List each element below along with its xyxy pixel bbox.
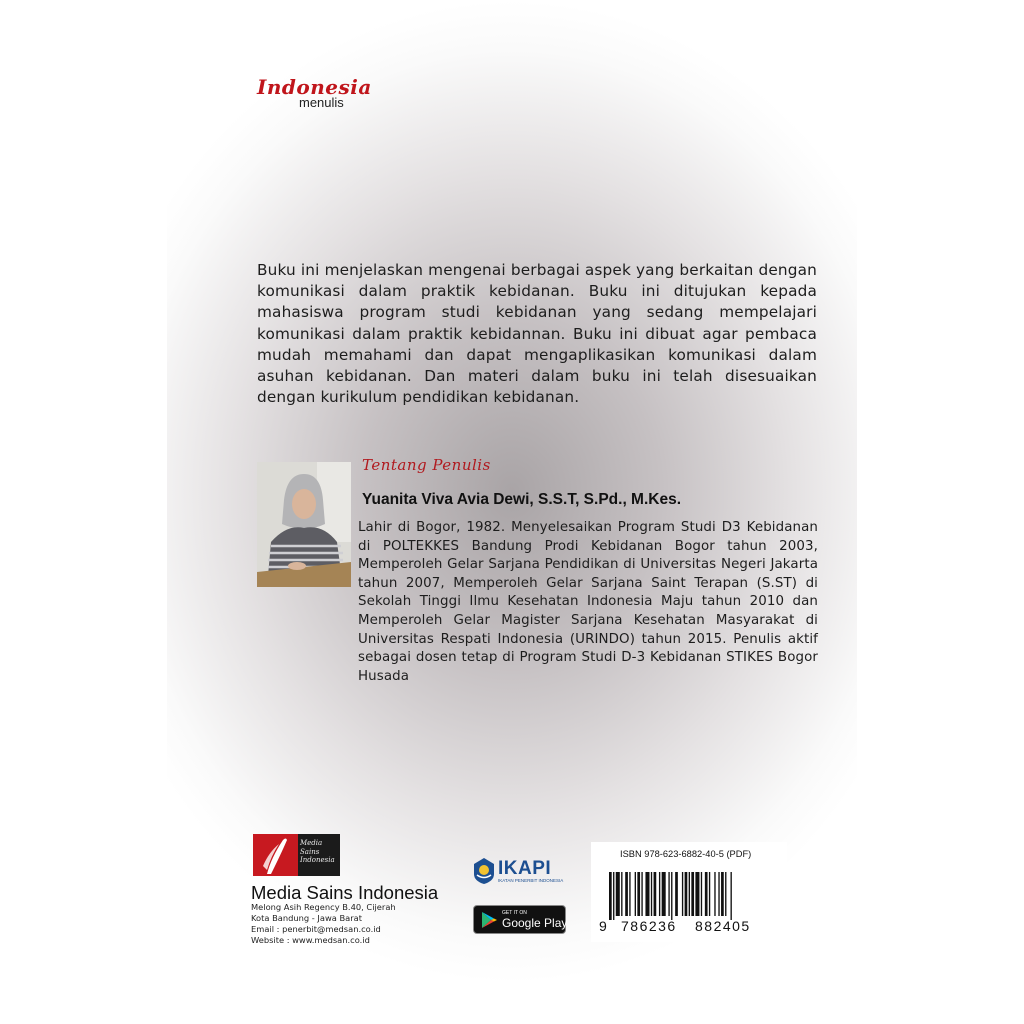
barcode-bar xyxy=(731,872,732,920)
publisher-info xyxy=(251,902,396,946)
barcode-bar xyxy=(645,872,649,916)
quill-icon xyxy=(253,834,298,876)
ikapi-logo xyxy=(472,857,564,887)
isbn-digits-right: 882405 xyxy=(695,918,751,934)
barcode-bar xyxy=(635,872,636,916)
google-play-big-text: Google Play xyxy=(502,916,568,930)
isbn-barcode-box xyxy=(591,842,787,942)
google-play-small-text: GET IT ON xyxy=(502,910,527,916)
barcode-bar xyxy=(659,872,660,916)
barcode-icon xyxy=(609,872,769,920)
book-blurb: Buku ini menjelaskan mengenai berbagai aspek yang berkaitan dengan komunikasi dalam praktik kebidanan. Buku ini ditujukan kepada mahasiswa program studi kebidanan yang sedang mempelajari komunikasi dalam praktik kebidannan. Buku ini dibuat agar pembaca mudah memahami dan dapat mengaplikasikan komunikasi dalam asuhan kebidanan. Dan materi dalam buku ini telah disesuaikan dengan kurikulum pendidikan kebidanan. xyxy=(257,261,817,407)
brand-main-text: Indonesia xyxy=(257,75,372,99)
barcode-bar xyxy=(691,872,694,916)
barcode-bar xyxy=(714,872,715,916)
publisher-logo xyxy=(253,834,340,876)
ikapi-emblem-icon xyxy=(472,857,496,885)
ikapi-subtitle: IKATAN PENERBIT INDONESIA xyxy=(498,878,564,883)
barcode-bar xyxy=(721,872,724,916)
barcode-bar xyxy=(675,872,678,916)
author-bio: Lahir di Bogor, 1982. Menyelesaikan Program Studi D3 Kebidanan di POLTEKKES Bandung Prodi Kebidanan Bogor tahun 2003, Memperoleh Gelar Sarjana Pendidikan di Universitas Negeri Jakarta tahun 2007, Memperoleh Gelar Sarjana Saint Terapan (S.ST) di Sekolah Tinggi Ilmu Kesehatan Indonesia Maju tahun 2010 dan Memperoleh Gelar Magister Sarjana Kesehatan Masyarakat di Universitas Respati Indonesia (URINDO) tahun 2015. Penulis aktif sebagai dosen tetap di Program Studi D-3 Kebidanan STIKES Bogor Husada xyxy=(358,520,818,684)
brand-logo xyxy=(257,76,372,109)
barcode-bar xyxy=(701,872,702,916)
barcode-bar xyxy=(682,872,683,916)
ikapi-name: IKAPI xyxy=(498,858,552,879)
isbn-label: ISBN 978-623-6882-40-5 (PDF) xyxy=(620,849,752,859)
barcode-bar xyxy=(621,872,622,916)
publisher-website: Website : www.medsan.co.id xyxy=(251,935,370,945)
isbn-digits-left: 786236 xyxy=(621,918,677,934)
author-section-title: Tentang Penulis xyxy=(362,456,491,474)
barcode-bar xyxy=(718,872,719,916)
isbn-digit-lead: 9 xyxy=(599,918,607,934)
brand-sub-text: menulis xyxy=(299,95,344,110)
barcode-bar xyxy=(651,872,652,916)
barcode-bar xyxy=(705,872,708,916)
google-play-icon xyxy=(480,911,498,929)
barcode-bar xyxy=(629,872,630,916)
barcode-bar xyxy=(662,872,666,916)
publisher-logo-text: Media Sains Indonesia xyxy=(300,839,335,864)
barcode-bar xyxy=(616,872,620,916)
barcode-bar xyxy=(725,872,726,916)
barcode-bar xyxy=(685,872,688,916)
publisher-email: Email : penerbit@medsan.co.id xyxy=(251,924,381,934)
google-play-badge[interactable] xyxy=(473,905,566,934)
publisher-address-line1: Melong Asih Regency B.40, Cijerah xyxy=(251,902,396,912)
barcode-bar xyxy=(709,872,710,916)
barcode-bar xyxy=(613,872,614,920)
barcode-bar xyxy=(689,872,690,916)
barcode-bar xyxy=(668,872,669,916)
author-portrait-icon xyxy=(257,462,351,587)
publisher-name: Media Sains Indonesia xyxy=(251,882,439,903)
barcode-bar xyxy=(637,872,640,916)
barcode-bar xyxy=(671,872,672,920)
barcode-bar xyxy=(609,872,612,920)
author-name: Yuanita Viva Avia Dewi, S.S.T, S.Pd., M.Kes. xyxy=(362,491,682,508)
publisher-address-line2: Kota Bandung - Jawa Barat xyxy=(251,913,362,923)
barcode-bar xyxy=(641,872,642,916)
barcode-bar xyxy=(625,872,628,916)
barcode-bar xyxy=(654,872,657,916)
barcode-bar xyxy=(695,872,699,916)
author-photo xyxy=(257,462,351,587)
